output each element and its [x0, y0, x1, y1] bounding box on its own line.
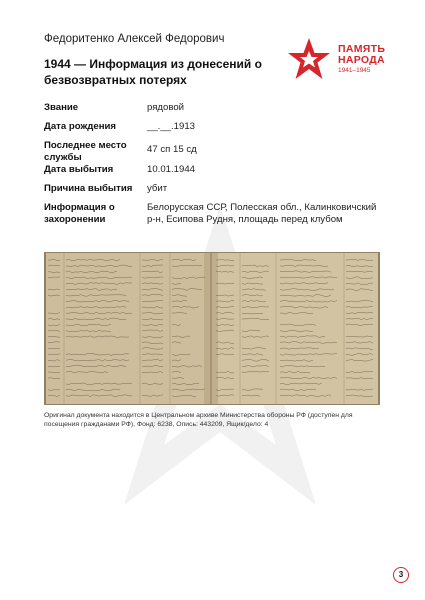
archive-document-scan[interactable] — [44, 252, 380, 405]
pamyat-naroda-logo[interactable] — [287, 37, 387, 81]
field-value: убит — [147, 183, 168, 194]
field-birth-date — [44, 121, 384, 133]
page-number-badge: 3 — [393, 567, 409, 583]
logo-text-line1: ПАМЯТЬ — [338, 43, 386, 55]
field-value: __.__.1913 — [147, 121, 196, 132]
field-label: Дата выбытия — [44, 164, 114, 175]
field-value: 47 сп 15 сд — [147, 144, 197, 155]
field-last-service — [44, 140, 384, 164]
logo-years: 1941–1945 — [338, 67, 371, 74]
field-value: 10.01.1944 — [147, 164, 196, 175]
field-label: Последнее место службы — [44, 140, 127, 163]
document-scan-image — [44, 252, 380, 405]
document-title: 1944 — Информация из донесений о безвозвратных потерях — [44, 57, 262, 87]
logo-text-line2: НАРОДА — [338, 54, 385, 66]
field-burial-info — [44, 202, 384, 226]
red-star-icon — [287, 37, 331, 81]
field-label: Звание — [44, 102, 79, 113]
person-name-header: Федоритенко Алексей Федорович — [44, 33, 225, 45]
field-departure-reason — [44, 183, 384, 195]
field-label: Информация о захоронении — [44, 202, 115, 225]
field-value: рядовой — [147, 102, 185, 113]
field-label: Причина выбытия — [44, 183, 133, 194]
field-rank — [44, 102, 384, 114]
field-value: Белорусская ССР, Полесская обл., Калинковичский р-н, Есипова Рудня, площадь перед клубом — [147, 202, 377, 225]
document-source-caption: Оригинал документа находится в Центральном архиве Министерства обороны РФ (доступен для посещения гражданами РФ), Фонд: 6238, Опись: 443209, Ящик/дело: 4 — [44, 412, 353, 428]
field-label: Дата рождения — [44, 121, 116, 132]
field-departure-date — [44, 164, 384, 176]
